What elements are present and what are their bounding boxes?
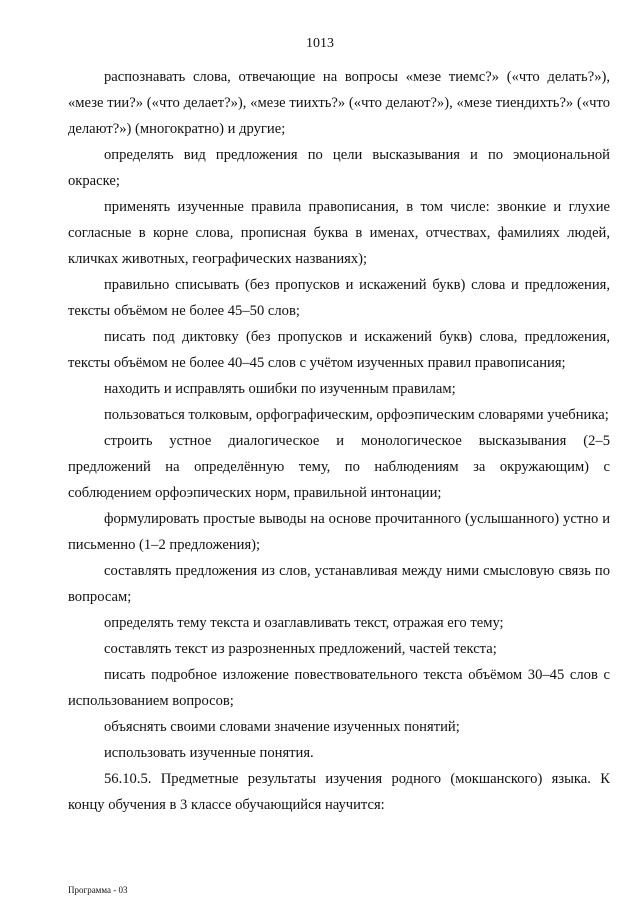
paragraph: применять изученные правила правописания, в том числе: звонкие и глухие согласные в корне слова, прописная буква в именах, отчествах, фамилиях людей, кличках животных, географических названиях); [68,199,610,267]
paragraph: составлять текст из разрозненных предложений, частей текста; [104,641,497,657]
paragraph: использовать изученные понятия. [104,745,314,761]
paragraph: пользоваться толковым, орфографическим, орфоэпическим словарями учебника; [104,407,609,423]
paragraph: определять тему текста и озаглавливать текст, отражая его тему; [104,615,504,631]
section-heading-paragraph: 56.10.5. Предметные результаты изучения родного (мокшанского) языка. К концу обучения в 3 классе обучающийся научится: [68,771,610,813]
page-number: 1013 [306,36,334,51]
document-body [68,64,610,818]
paragraph: распознавать слова, отвечающие на вопросы «мезе тиемс?» («что делать?»), «мезе тии?» («что делает?»), «мезе тиихть?» («что делают?»), «мезе тиендихть?» («что делают?») (многократно) и другие; [68,69,610,137]
paragraph: писать подробное изложение повествовательного текста объёмом 30–45 слов с использованием вопросов; [68,667,610,709]
paragraph: объяснять своими словами значение изученных понятий; [104,719,460,735]
paragraph: писать под диктовку (без пропусков и искажений букв) слова, предложения, тексты объёмом не более 40–45 слов с учётом изученных правил правописания; [68,329,610,371]
paragraph: составлять предложения из слов, устанавливая между ними смысловую связь по вопросам; [68,563,610,605]
paragraph: правильно списывать (без пропусков и искажений букв) слова и предложения, тексты объёмом не более 45–50 слов; [68,277,610,319]
paragraph: строить устное диалогическое и монологическое высказывания (2–5 предложений на определённую тему, по наблюдениям за окружающим) с соблюдением орфоэпических норм, правильной интонации; [68,433,610,501]
paragraph: определять вид предложения по цели высказывания и по эмоциональной окраске; [68,147,610,189]
paragraph: находить и исправлять ошибки по изученным правилам; [104,381,456,397]
footer-label: Программа - 03 [68,885,128,895]
paragraph: формулировать простые выводы на основе прочитанного (услышанного) устно и письменно (1–2 предложения); [68,511,610,553]
